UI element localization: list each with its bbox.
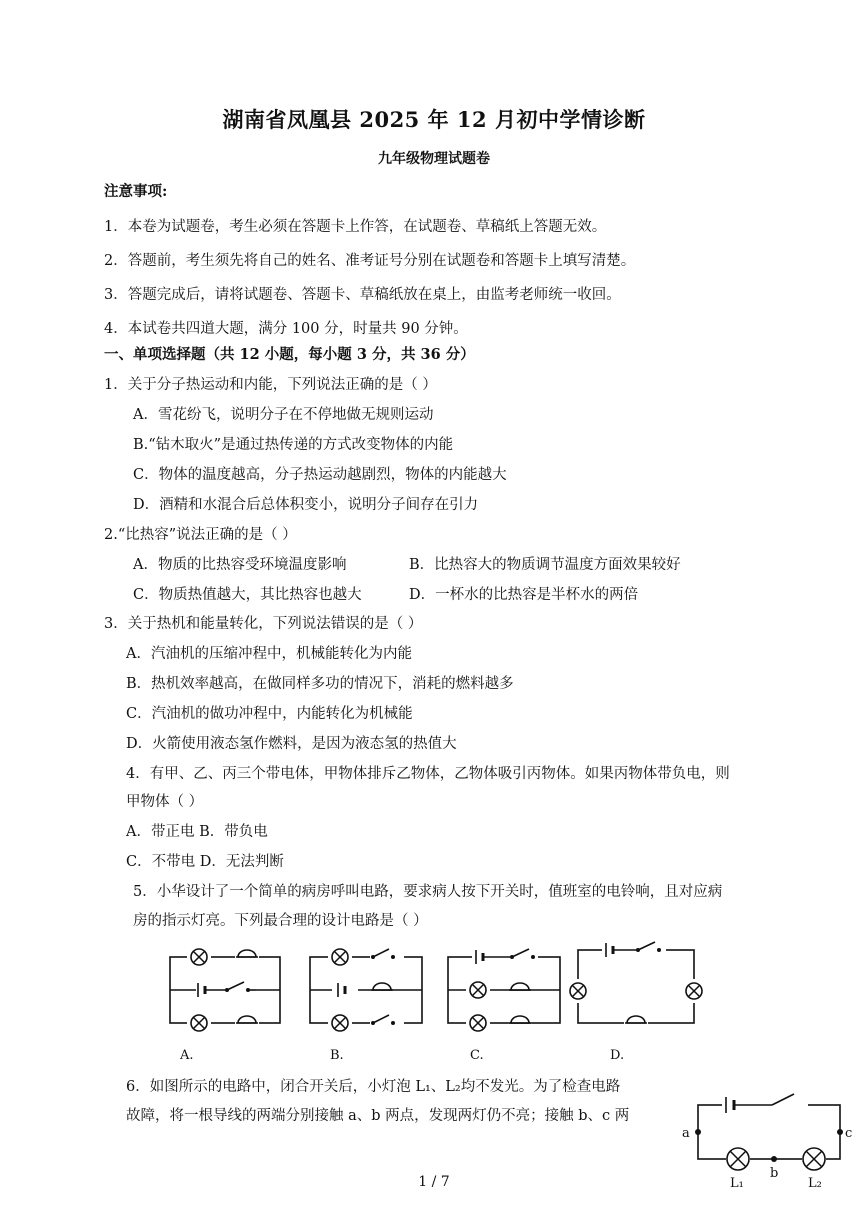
q3-option-d: D．火箭使用液态氢作燃料，是因为液态氢的热值大 bbox=[126, 736, 457, 752]
q5-stem-cont: 房的指示灯亮。下列最合理的设计电路是（ ） bbox=[133, 913, 428, 929]
q5-label-a: A. bbox=[180, 1048, 194, 1063]
q5-label-b: B. bbox=[330, 1048, 344, 1063]
notice-item: 4．本试卷共四道大题，满分 100 分，时量共 90 分钟。 bbox=[104, 321, 468, 337]
q4-stem: 4．有甲、乙、丙三个带电体，甲物体排斥乙物体，乙物体吸引丙物体。如果丙物体带负电，则 bbox=[126, 766, 730, 782]
q4-stem-cont: 甲物体（ ） bbox=[126, 794, 204, 810]
q4-options-row2: C．不带电 D．无法判断 bbox=[126, 854, 284, 870]
page-subtitle: 九年级物理试题卷 bbox=[378, 151, 490, 167]
q3-stem: 3．关于热机和能量转化，下列说法错误的是（ ） bbox=[104, 616, 423, 632]
notice-item: 2．答题前，考生须先将自己的姓名、准考证号分别在试题卷和答题卡上填写清楚。 bbox=[104, 253, 636, 269]
q3-option-b: B．热机效率越高，在做同样多功的情况下，消耗的燃料越多 bbox=[126, 676, 514, 692]
q1-option-c: C．物体的温度越高，分子热运动越剧烈，物体的内能越大 bbox=[133, 467, 507, 483]
point-c-label: c bbox=[845, 1126, 853, 1141]
notice-heading: 注意事项: bbox=[104, 183, 168, 200]
q2-option-a: A．物质的比热容受环境温度影响 bbox=[133, 557, 347, 573]
circuit-b bbox=[310, 947, 422, 1031]
q5-label-c: C. bbox=[470, 1048, 484, 1063]
lamp-l2-label: L₂ bbox=[808, 1176, 822, 1191]
q1-option-a: A．雪花纷飞，说明分子在不停地做无规则运动 bbox=[133, 407, 434, 423]
section-heading: 一、单项选择题（共 12 小题，每小题 3 分，共 36 分） bbox=[104, 346, 475, 363]
q2-stem: 2.“比热容”说法正确的是（ ） bbox=[104, 527, 297, 543]
q5-circuit-diagrams bbox=[160, 935, 720, 1065]
point-a-label: a bbox=[682, 1126, 690, 1141]
q5-stem: 5．小华设计了一个简单的病房呼叫电路，要求病人按下开关时，值班室的电铃响，且对应病 bbox=[133, 884, 723, 900]
notice-item: 3．答题完成后，请将试题卷、答题卡、草稿纸放在桌上，由监考老师统一收回。 bbox=[104, 287, 621, 303]
q3-option-c: C．汽油机的做功冲程中，内能转化为机械能 bbox=[126, 706, 413, 722]
point-b-label: b bbox=[770, 1166, 779, 1181]
q2-option-c: C．物质热值越大，其比热容也越大 bbox=[133, 587, 362, 603]
circuit-c bbox=[448, 947, 560, 1031]
circuit-d bbox=[570, 940, 702, 1031]
q1-option-d: D．酒精和水混合后总体积变小，说明分子间存在引力 bbox=[133, 497, 479, 513]
page-title: 湖南省凤凰县 2025 年 12 月初中学情诊断 bbox=[222, 107, 646, 132]
q1-option-b: B.“钻木取火”是通过热传递的方式改变物体的内能 bbox=[133, 437, 454, 453]
q3-option-a: A．汽油机的压缩冲程中，机械能转化为内能 bbox=[126, 646, 412, 662]
q6-stem-cont: 故障，将一根导线的两端分别接触 a、b 两点，发现两灯仍不亮；接触 b、c 两 bbox=[126, 1108, 630, 1124]
circuit-a bbox=[170, 949, 280, 1031]
notice-item: 1．本卷为试题卷，考生必须在答题卡上作答，在试题卷、草稿纸上答题无效。 bbox=[104, 219, 607, 235]
q5-label-d: D. bbox=[610, 1048, 625, 1063]
q2-option-b: B．比热容大的物质调节温度方面效果较好 bbox=[409, 557, 681, 573]
page-number: 1 / 7 bbox=[418, 1174, 450, 1190]
q1-stem: 1．关于分子热运动和内能，下列说法正确的是（ ） bbox=[104, 377, 437, 393]
q6-stem: 6．如图所示的电路中，闭合开关后，小灯泡 L₁、L₂均不发光。为了检查电路 bbox=[126, 1079, 621, 1095]
q4-options-row1: A．带正电 B．带负电 bbox=[126, 824, 268, 840]
q2-option-d: D．一杯水的比热容是半杯水的两倍 bbox=[409, 587, 639, 603]
lamp-l1-label: L₁ bbox=[730, 1176, 744, 1191]
